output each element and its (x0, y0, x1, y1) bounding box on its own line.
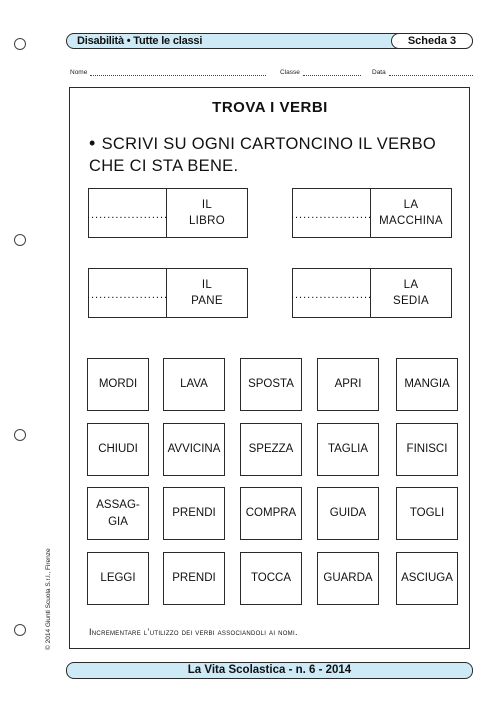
verb-card[interactable]: GUARDA (317, 552, 379, 605)
noun-card (292, 268, 452, 318)
verb-card[interactable]: ASCIUGA (396, 552, 458, 605)
class-line[interactable] (303, 68, 361, 76)
class-label: Classe (280, 69, 300, 76)
noun-label (167, 189, 247, 237)
verb-card[interactable]: AVVICINA (163, 423, 225, 476)
verb-card[interactable]: PRENDI (163, 487, 225, 540)
noun-label (167, 269, 247, 317)
instruction (89, 132, 459, 177)
class-field[interactable] (280, 68, 361, 76)
noun-article: LA (403, 199, 419, 211)
noun-article: LA (403, 279, 419, 291)
noun-word: LIBRO (188, 215, 225, 227)
date-field[interactable] (372, 68, 473, 76)
noun-label (371, 269, 451, 317)
noun-word: PANE (191, 295, 223, 307)
verb-card[interactable]: COMPRA (240, 487, 302, 540)
student-fields (70, 68, 475, 78)
verb-card[interactable]: SPEZZA (240, 423, 302, 476)
date-line[interactable] (389, 68, 473, 76)
binder-hole (14, 624, 26, 636)
answer-blank[interactable]: .................... (89, 269, 167, 317)
verb-card[interactable]: TOGLI (396, 487, 458, 540)
verb-card[interactable]: APRI (317, 358, 379, 411)
verb-card[interactable]: TAGLIA (317, 423, 379, 476)
name-field[interactable] (70, 68, 266, 76)
binder-hole (14, 429, 26, 441)
verb-card[interactable]: LAVA (163, 358, 225, 411)
verb-card[interactable]: LEGGI (87, 552, 149, 605)
noun-word: SEDIA (392, 295, 429, 307)
footer-bar: La Vita Scolastica - n. 6 - 2014 (66, 662, 473, 679)
header-bar (66, 33, 473, 49)
noun-card (292, 188, 452, 238)
copyright: © 2014 Giunti Scuola S.r.l., Firenze (45, 548, 52, 650)
verb-card[interactable]: MANGIA (396, 358, 458, 411)
answer-blank[interactable]: .................... (293, 189, 371, 237)
binder-hole (14, 234, 26, 246)
verb-card[interactable]: FINISCI (396, 423, 458, 476)
noun-card (88, 188, 248, 238)
date-label: Data (372, 69, 386, 76)
page-title: TROVA I VERBI (212, 99, 328, 116)
verb-card[interactable]: GUIDA (317, 487, 379, 540)
bullet-icon: • (89, 133, 96, 153)
name-line[interactable] (90, 68, 266, 76)
noun-word: MACCHINA (379, 215, 443, 227)
verb-card[interactable]: SPOSTA (240, 358, 302, 411)
sheet-number: Scheda 3 (391, 33, 473, 49)
binder-hole (14, 38, 26, 50)
verb-card[interactable]: CHIUDI (87, 423, 149, 476)
noun-card (88, 268, 248, 318)
category-label: Disabilità • Tutte le classi (77, 35, 203, 47)
noun-article: IL (201, 279, 213, 291)
answer-blank[interactable]: .................... (293, 269, 371, 317)
verb-card[interactable]: PRENDI (163, 552, 225, 605)
teacher-note: Incrementare l’utilizzo dei verbi associandoli ai nomi. (89, 627, 298, 637)
verb-card[interactable]: ASSAG- GIA (87, 487, 149, 540)
instruction-text: SCRIVI SU OGNI CARTONCINO IL VERBO CHE CI STA BENE. (89, 135, 437, 175)
verb-card[interactable]: MORDI (87, 358, 149, 411)
noun-article: IL (201, 199, 213, 211)
name-label: Nome (70, 69, 88, 76)
verb-card[interactable]: TOCCA (240, 552, 302, 605)
noun-label (371, 189, 451, 237)
answer-blank[interactable]: .................... (89, 189, 167, 237)
